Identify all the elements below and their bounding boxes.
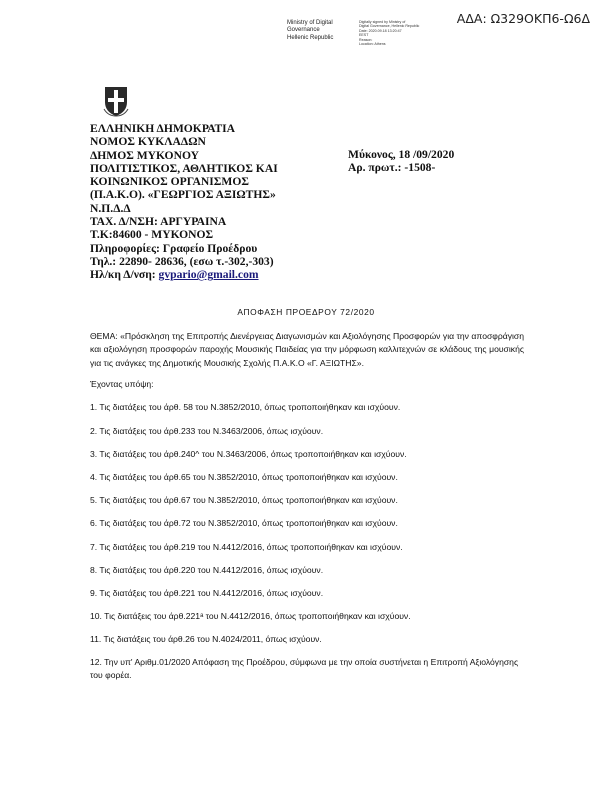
header-email-line: [90, 268, 340, 281]
signature-signer: [287, 20, 359, 46]
considering-item: 2. Τις διατάξεις του άρθ.233 του Ν.3463/2006, όπως ισχύουν.: [90, 425, 324, 436]
header-line: ΔΗΜΟΣ ΜΥΚΟΝΟΥ: [90, 148, 200, 162]
considering-item: 11. Τις διατάξεις του άρθ.26 του Ν.4024/2011, όπως ισχύουν.: [90, 634, 322, 645]
header-line: ΝΟΜΟΣ ΚΥΚΛΑΔΩΝ: [90, 135, 206, 149]
considering-item: 5. Τις διατάξεις του άρθ.67 του Ν.3852/2010, όπως τροποποιήθηκαν και ισχύουν.: [90, 495, 398, 506]
place-date: Μύκονος, 18 /09/2020: [348, 148, 455, 161]
considering-item: 7. Τις διατάξεις του άρθ.219 του Ν.4412/2016, όπως τροποποιήθηκαν και ισχύουν.: [90, 541, 403, 552]
header-line: Τηλ.: 22890- 28636, (εσω τ.-302,-303): [90, 254, 274, 268]
considering-item: 6. Τις διατάξεις του άρθ.72 του Ν.3852/2010, όπως τροποποιήθηκαν και ισχύουν.: [90, 518, 398, 529]
issuer-header: [90, 122, 340, 282]
header-line: Πληροφορίες: Γραφείο Προέδρου: [90, 241, 258, 255]
header-line: ΠΟΛΙΤΙΣΤΙΚΟΣ, ΑΘΛΗΤΙΚΟΣ ΚΑΙ: [90, 161, 278, 175]
signature-detail-line: Location: Athens: [359, 42, 386, 47]
signature-signer-line: Ministry of Digital: [287, 20, 333, 26]
protocol-number: Αρ. πρωτ.: -1508-: [348, 161, 436, 175]
digital-signature-block: [287, 20, 437, 46]
place-date-block: [348, 148, 454, 175]
considering-item: 4. Τις διατάξεις του άρθ.65 του Ν.3852/2010, όπως τροποποιήθηκαν και ισχύουν.: [90, 471, 398, 482]
signature-detail-line: Date: 2020.09.18 13:20:47: [359, 28, 402, 33]
signature-details: [359, 20, 437, 46]
considering-item: 1. Τις διατάξεις του άρθ. 58 του Ν.3852/2010, όπως τροποποιήθηκαν και ισχύουν.: [90, 402, 401, 413]
signature-detail-line: Digitally signed by Ministry of: [359, 20, 406, 24]
header-line: Ν.Π.Δ.Δ: [90, 201, 131, 215]
signature-detail-line: Digital Governance, Hellenic Republic: [359, 24, 420, 29]
considering-item: 3. Τις διατάξεις του άρθ.240^ του Ν.3463/2006, όπως τροποποιήθηκαν και ισχύουν.: [90, 448, 407, 459]
header-line: Τ.Κ:84600 - ΜΥΚΟΝΟΣ: [90, 228, 214, 242]
header-line: ΕΛΛΗΝΙΚΗ ΔΗΜΟΚΡΑΤΙΑ: [90, 122, 236, 135]
document-title: ΑΠΟΦΑΣΗ ΠΡΟΕΔΡΟΥ 72/2020: [237, 307, 375, 317]
subject-paragraph: ΘΕΜΑ: «Πρόσκληση της Επιτροπής Διενέργειας Διαγωνισμών και Αξιολόγησης Προσφορών για την αποσφράγιση και αξιολόγηση προσφορών παροχής Μουσικής Παιδείας για την μόρφωση καλλιτεχνών σε κλάδους της μουσικής για τις ανάγκες της Δημοτικής Μουσικής Σχολής Π.Α.Κ.Ο «Γ. ΑΞΙΩΤΗΣ».: [90, 331, 524, 368]
signature-detail-line: Reason:: [359, 37, 373, 42]
email-label: Ηλ/κη Δ/νση:: [90, 268, 159, 282]
signature-signer-line: Hellenic Republic: [287, 34, 334, 41]
header-line: (Π.Α.Κ.Ο). «ΓΕΩΡΓΙΟΣ ΑΞΙΩΤΗΣ»: [90, 188, 276, 202]
header-line: ΚΟΙΝΩΝΙΚΟΣ ΟΡΓΑΝΙΣΜΟΣ: [90, 175, 249, 189]
header-line: ΤΑΧ. Δ/ΝΣΗ: ΑΡΓΥΡΑΙΝΑ: [90, 215, 227, 229]
signature-detail-line: EEST: [359, 33, 369, 38]
considering-item: 8. Τις διατάξεις του άρθ.220 του Ν.4412/2016, όπως ισχύουν.: [90, 564, 324, 575]
considering-intro: Έχοντας υπόψη:: [90, 378, 154, 389]
considering-item: 9. Τις διατάξεις του άρθ.221 του Ν.4412/2016, όπως ισχύουν.: [90, 587, 324, 598]
considering-item: 12. Την υπ' Αριθμ.01/2020 Απόφαση της Προέδρου, σύμφωνα με την οποία συστήνεται η Επιτροπή Αξιολόγησης του φορέα.: [90, 657, 519, 681]
signature-signer-line: Governance: [287, 27, 320, 34]
ada-code: ΑΔΑ: Ω329ΟΚΠ6-Ω6Δ: [456, 11, 590, 26]
greek-coat-of-arms-icon: [103, 85, 129, 117]
document-body: [90, 330, 524, 682]
email-link[interactable]: gvpario@gmail.com: [158, 268, 259, 282]
considering-item: 10. Τις διατάξεις του άρθ.221ᵃ του Ν.4412/2016, όπως τροποποιήθηκαν και ισχύουν.: [90, 611, 411, 622]
